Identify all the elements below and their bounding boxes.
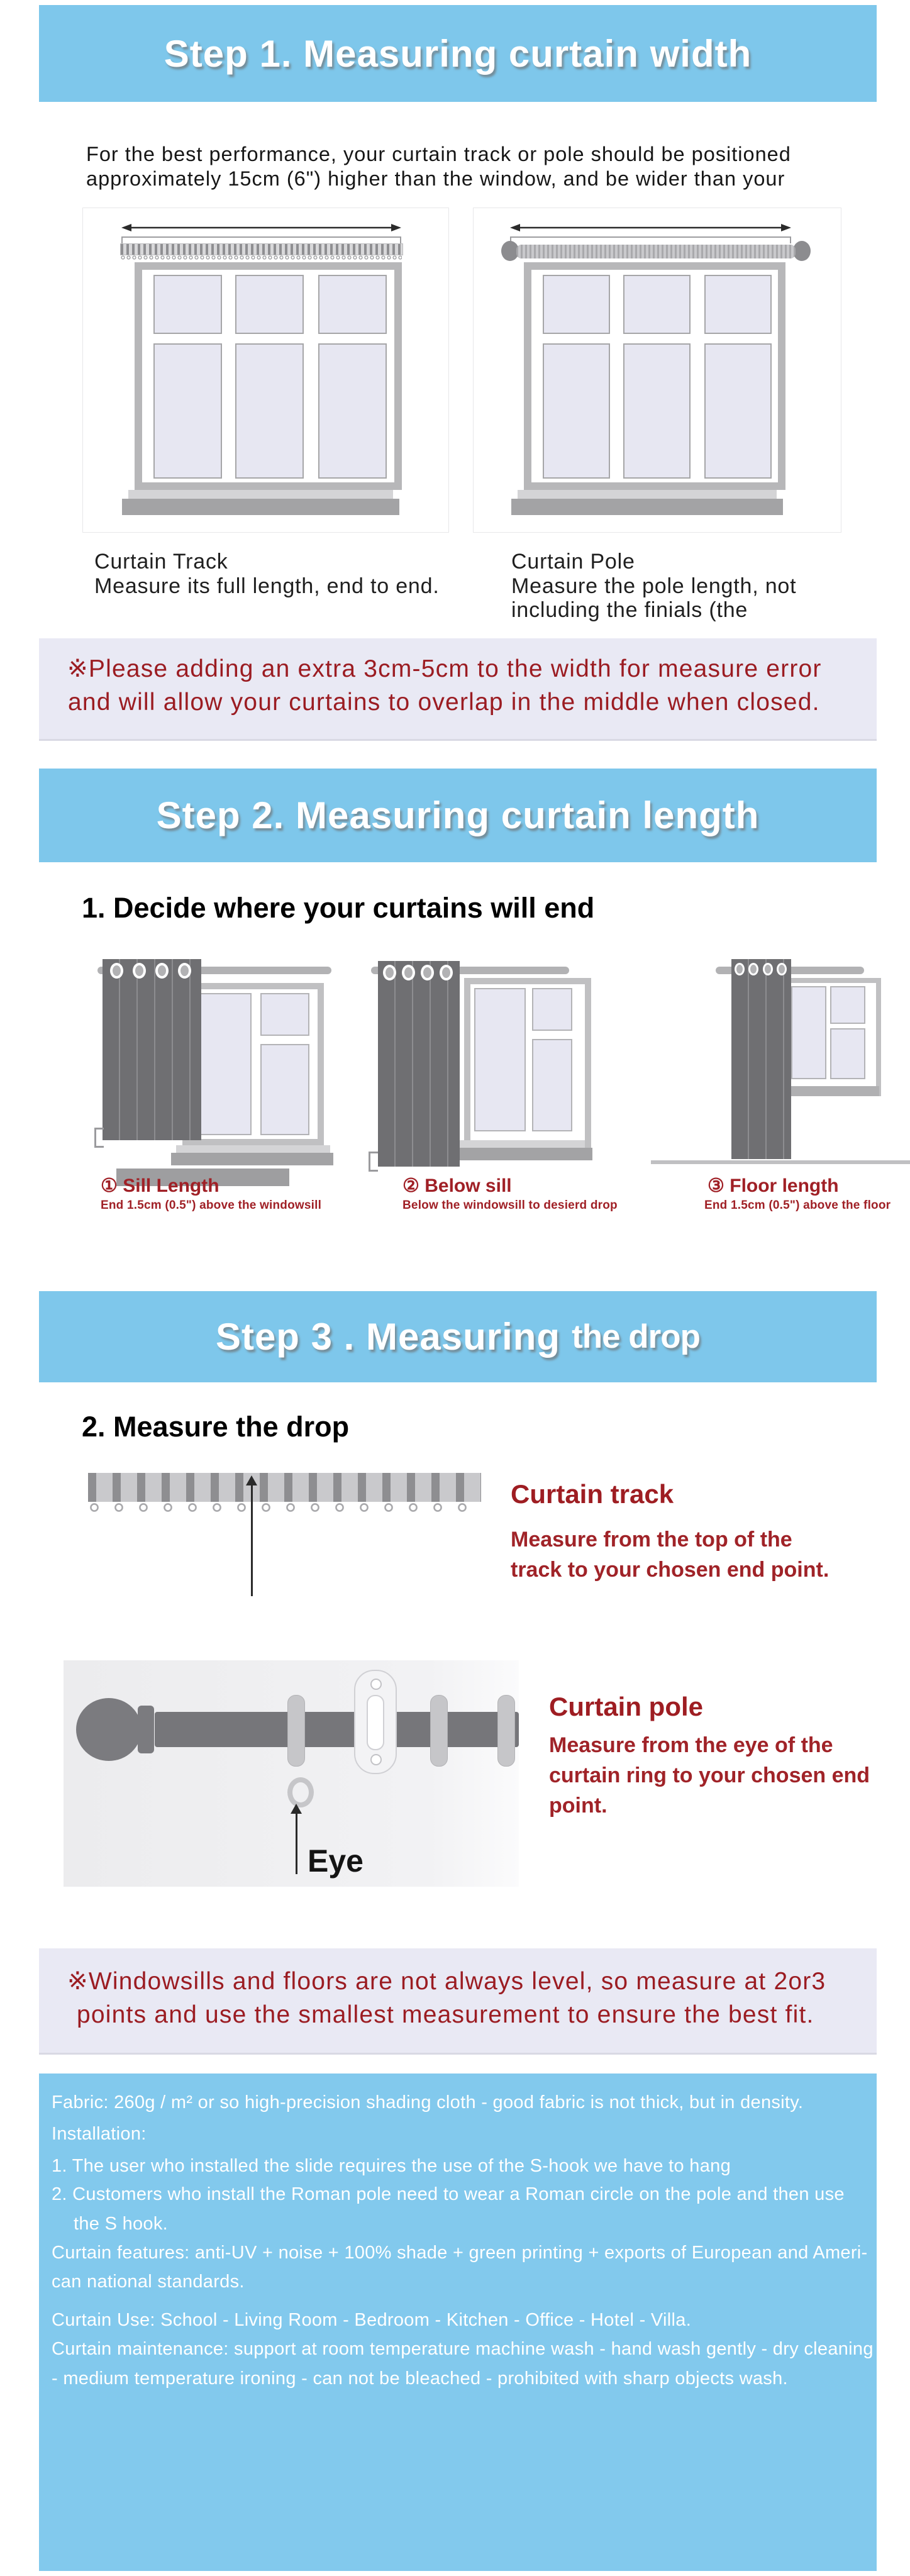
diagram-sill-length (94, 959, 346, 1189)
window-sill (171, 1153, 333, 1165)
pole-drop-desc1: Measure from the eye of the (549, 1733, 833, 1757)
option3-desc: End 1.5cm (0.5") above the floor (704, 1199, 891, 1212)
measure-tick-icon (94, 1128, 104, 1148)
floor-line (651, 1160, 910, 1164)
window-pane (260, 1044, 309, 1135)
step1-note (39, 638, 877, 741)
option1-title (101, 1175, 219, 1197)
curtain-icon (731, 959, 791, 1159)
grommet-icon (155, 963, 169, 979)
window-pane (791, 986, 826, 1079)
window-pane (532, 1039, 572, 1131)
window-icon (524, 262, 785, 490)
option3-num: ③ (707, 1175, 724, 1196)
curtain-track-icon (120, 243, 403, 255)
window-pane (260, 993, 309, 1036)
width-arrow-icon (121, 223, 401, 232)
pole-label-desc1: Measure the pole length, not (511, 574, 797, 598)
curtain-pole-figure (64, 1660, 519, 1887)
window-pane (543, 275, 610, 334)
step3-banner-subtitle: the drop (572, 1318, 701, 1355)
window-icon (135, 262, 402, 490)
grommet-icon (133, 963, 146, 979)
figure-curtain-track-window (82, 208, 449, 533)
curtain-track-icon (88, 1473, 481, 1502)
step3-heading: 2. Measure the drop (82, 1411, 350, 1443)
window-pane (830, 1028, 865, 1079)
curtain-icon (103, 959, 201, 1140)
option2-name: Below sill (424, 1175, 512, 1196)
window-inner-sill (128, 490, 393, 499)
step3-note-line1: ※Windowsills and floors are not always level, so measure at 2or3 (67, 1968, 826, 1995)
step1-banner (39, 5, 877, 102)
window-pane (830, 986, 865, 1024)
pole-finial-icon (76, 1698, 141, 1761)
window-pane (623, 275, 691, 334)
option3-title (707, 1175, 839, 1197)
track-drop-desc2: track to your chosen end point. (511, 1558, 830, 1582)
info-line-install-2: 2. Customers who install the Roman pole need to wear a Roman circle on the pole and then use (52, 2184, 845, 2204)
step3-note (39, 1948, 877, 2055)
info-line-maintenance: Curtain maintenance: support at room temperature machine wash - hand wash gently - dry cleaning (52, 2339, 874, 2359)
window-sill (122, 499, 399, 515)
window-pane (235, 275, 304, 334)
curtain-ring-icon (287, 1695, 305, 1767)
step1-banner-title: Step 1. Measuring curtain width (164, 32, 752, 75)
grommet-icon (178, 963, 191, 979)
diagram-below-sill (371, 959, 623, 1189)
info-line-installation: Installation: (52, 2124, 147, 2144)
window-inner-sill (176, 1145, 330, 1153)
up-arrow-shaft (296, 1813, 297, 1874)
measure-tick-icon (369, 1152, 378, 1172)
curtain-pole-icon (516, 245, 796, 258)
curtain-icon (378, 961, 460, 1167)
option2-title (402, 1175, 512, 1197)
curtain-ring-icon (497, 1695, 515, 1767)
grommet-icon (763, 963, 773, 975)
track-hooks-icon (120, 255, 402, 261)
window-pane (543, 343, 610, 479)
eye-label: Eye (308, 1843, 363, 1879)
window-icon (182, 983, 324, 1145)
window-inner-sill (518, 490, 777, 499)
window-icon (783, 978, 881, 1096)
track-drop-desc1: Measure from the top of the (511, 1528, 792, 1552)
info-line-install-2b: the S hook. (74, 2214, 169, 2234)
bracket-screw-icon (370, 1679, 382, 1690)
window-pane (704, 275, 772, 334)
pole-label: Curtain Pole (511, 550, 635, 574)
step2-banner (39, 769, 877, 862)
grommet-icon (777, 963, 787, 975)
option1-num: ① (101, 1175, 118, 1196)
step1-note-line1: ※Please adding an extra 3cm-5cm to the width for measure error (67, 655, 822, 682)
measure-bracket-line (510, 236, 791, 244)
curtain-ring-icon (430, 1695, 448, 1767)
option2-num: ② (402, 1175, 419, 1196)
pole-drop-desc2: curtain ring to your chosen end (549, 1763, 870, 1787)
grommet-icon (110, 963, 123, 979)
step1-intro (86, 142, 860, 191)
track-drop-title: Curtain track (511, 1479, 674, 1509)
option1-name: Sill Length (123, 1175, 219, 1196)
bracket-screw-icon (370, 1754, 382, 1765)
grommet-icon (421, 965, 434, 980)
window-sill (511, 499, 783, 515)
info-line-use: Curtain Use: School - Living Room - Bedroom - Kitchen - Office - Hotel - Villa. (52, 2310, 692, 2330)
step1-note-line2: and will allow your curtains to overlap in the middle when closed. (68, 689, 820, 716)
track-label-desc: Measure its full length, end to end. (94, 574, 440, 598)
ring-eye-icon (287, 1777, 314, 1807)
track-label: Curtain Track (94, 550, 228, 574)
step1-intro-line2: approximately 15cm (6") higher than the window, and be wider than your (86, 167, 785, 190)
pole-label-desc2: including the finials (the (511, 598, 748, 622)
info-line-features-2: can national standards. (52, 2272, 245, 2292)
window-pane (153, 275, 222, 334)
option3-name: Floor length (730, 1175, 839, 1196)
pole-drop-title: Curtain pole (549, 1692, 704, 1721)
width-arrow-icon (510, 223, 791, 232)
window-pane (235, 343, 304, 479)
window-inner-sill (459, 1140, 585, 1148)
info-line-fabric: Fabric: 260g / m² or so high-precision shading cloth - good fabric is not thick, but in density. (52, 2092, 804, 2112)
window-pane (153, 343, 222, 479)
option1-desc: End 1.5cm (0.5") above the windowsill (101, 1199, 322, 1212)
step3-note-line2: points and use the smallest measurement to ensure the best fit. (77, 2001, 814, 2028)
info-line-install-1: 1. The user who installed the slide requires the use of the S-hook we have to hang (52, 2156, 731, 2176)
grommet-icon (748, 963, 758, 975)
figure-curtain-pole-window (473, 208, 841, 533)
window-sill (453, 1148, 592, 1160)
pole-finial-icon (793, 241, 811, 261)
step3-banner (39, 1291, 877, 1382)
step1-intro-line1: For the best performance, your curtain track or pole should be positioned (86, 143, 791, 165)
window-pane (194, 993, 252, 1135)
bracket-slot (367, 1695, 384, 1750)
grommet-icon (735, 963, 745, 975)
info-line-maintenance-2: - medium temperature ironing - can not be bleached - prohibited with sharp objects wash. (52, 2368, 788, 2389)
window-pane (318, 343, 387, 479)
curtain-pole-icon (155, 1712, 519, 1747)
grommet-icon (402, 965, 415, 980)
up-arrow-shaft (251, 1484, 253, 1596)
window-pane (704, 343, 772, 479)
pole-collar-icon (138, 1706, 154, 1753)
step2-banner-title: Step 2. Measuring curtain length (156, 794, 760, 836)
step3-banner-title: Step 3 . Measuring (215, 1316, 561, 1358)
info-line-features: Curtain features: anti-UV + noise + 100% shade + green printing + exports of European and Ameri- (52, 2243, 868, 2263)
product-info-panel (39, 2074, 877, 2571)
step2-heading: 1. Decide where your curtains will end (82, 892, 595, 924)
pole-drop-desc3: point. (549, 1794, 608, 1818)
track-rings-icon (88, 1502, 481, 1516)
diagram-floor-length (667, 959, 910, 1189)
window-pane (318, 275, 387, 334)
grommet-icon (383, 965, 396, 980)
window-icon (464, 978, 591, 1153)
grommet-icon (440, 965, 453, 980)
window-pane (474, 988, 526, 1131)
option2-desc: Below the windowsill to desierd drop (402, 1199, 618, 1212)
window-pane (532, 988, 572, 1031)
window-pane (623, 343, 691, 479)
pole-bracket-icon (354, 1670, 397, 1774)
